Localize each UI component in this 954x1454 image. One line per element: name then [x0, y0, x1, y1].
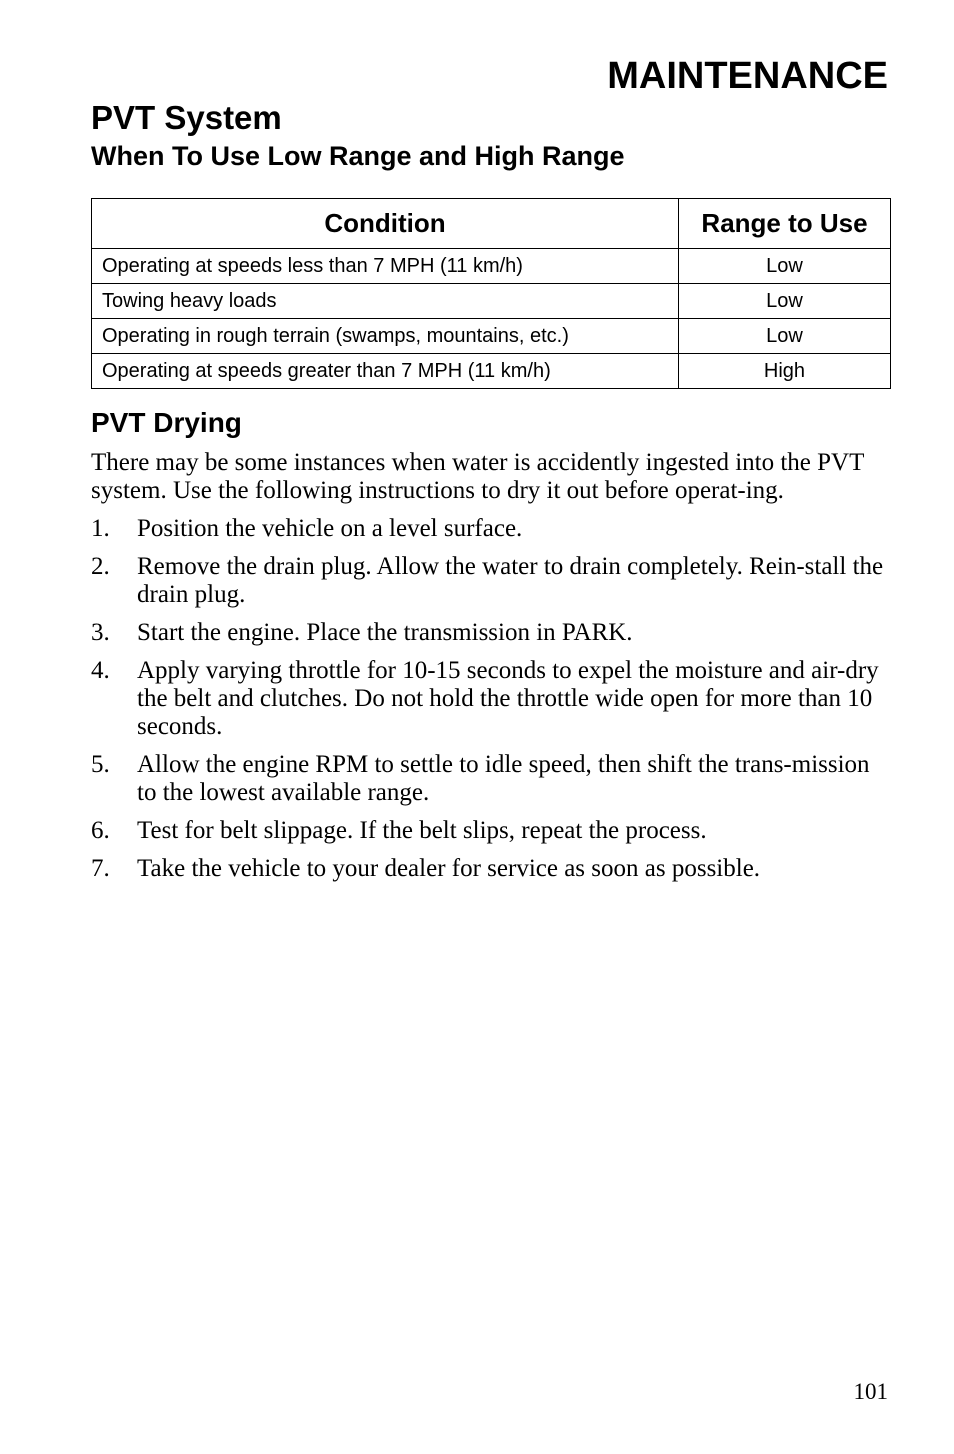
step-text: Remove the drain plug. Allow the water to drain completely. Rein-stall the drain plug. — [137, 553, 884, 608]
step-text: Start the engine. Place the transmission in PARK. — [137, 619, 633, 646]
range-table — [91, 198, 891, 389]
pvt-drying-intro: There may be some instances when water is accidently ingested into the PVT system. Use the following instructions to dry it out before operat-ing. — [91, 449, 864, 504]
list-item — [91, 855, 891, 883]
pvt-drying-title: PVT Drying — [91, 407, 242, 438]
range-cell: Low — [679, 249, 891, 284]
range-cell: High — [679, 354, 891, 389]
column-header-range: Range to Use — [679, 199, 891, 249]
section-title: PVT System — [91, 99, 282, 136]
subsection-title: When To Use Low Range and High Range — [91, 141, 625, 171]
table-row — [92, 284, 891, 319]
range-cell: Low — [679, 319, 891, 354]
table-header-row — [92, 199, 891, 249]
list-item — [91, 515, 891, 543]
step-text: Take the vehicle to your dealer for service as soon as possible. — [137, 855, 761, 882]
step-number: 2. — [91, 553, 110, 580]
step-number: 6. — [91, 817, 110, 844]
step-text: Allow the engine RPM to settle to idle speed, then shift the trans-mission to the lowest available range. — [137, 751, 870, 806]
condition-cell: Towing heavy loads — [92, 284, 679, 319]
list-item — [91, 553, 891, 609]
step-number: 1. — [91, 515, 110, 542]
table-row — [92, 249, 891, 284]
step-number: 5. — [91, 751, 110, 778]
chapter-title: MAINTENANCE — [607, 55, 888, 97]
table-row — [92, 319, 891, 354]
step-text: Position the vehicle on a level surface. — [137, 515, 523, 542]
table-row — [92, 354, 891, 389]
condition-cell: Operating at speeds less than 7 MPH (11 km/h) — [92, 249, 679, 284]
list-item — [91, 657, 891, 741]
step-text: Test for belt slippage. If the belt slips, repeat the process. — [137, 817, 707, 844]
list-item — [91, 619, 891, 647]
list-item — [91, 817, 891, 845]
step-number: 7. — [91, 855, 110, 882]
step-text: Apply varying throttle for 10-15 seconds to expel the moisture and air-dry the belt and clutches. Do not hold the throttle wide open for more than 10 seconds. — [137, 657, 879, 740]
step-number: 3. — [91, 619, 110, 646]
page-number: 101 — [853, 1379, 888, 1404]
condition-cell: Operating in rough terrain (swamps, mountains, etc.) — [92, 319, 679, 354]
column-header-condition: Condition — [92, 199, 679, 249]
step-number: 4. — [91, 657, 110, 684]
list-item — [91, 751, 891, 807]
condition-cell: Operating at speeds greater than 7 MPH (11 km/h) — [92, 354, 679, 389]
range-cell: Low — [679, 284, 891, 319]
pvt-drying-steps — [91, 515, 891, 883]
page-content — [91, 98, 891, 893]
